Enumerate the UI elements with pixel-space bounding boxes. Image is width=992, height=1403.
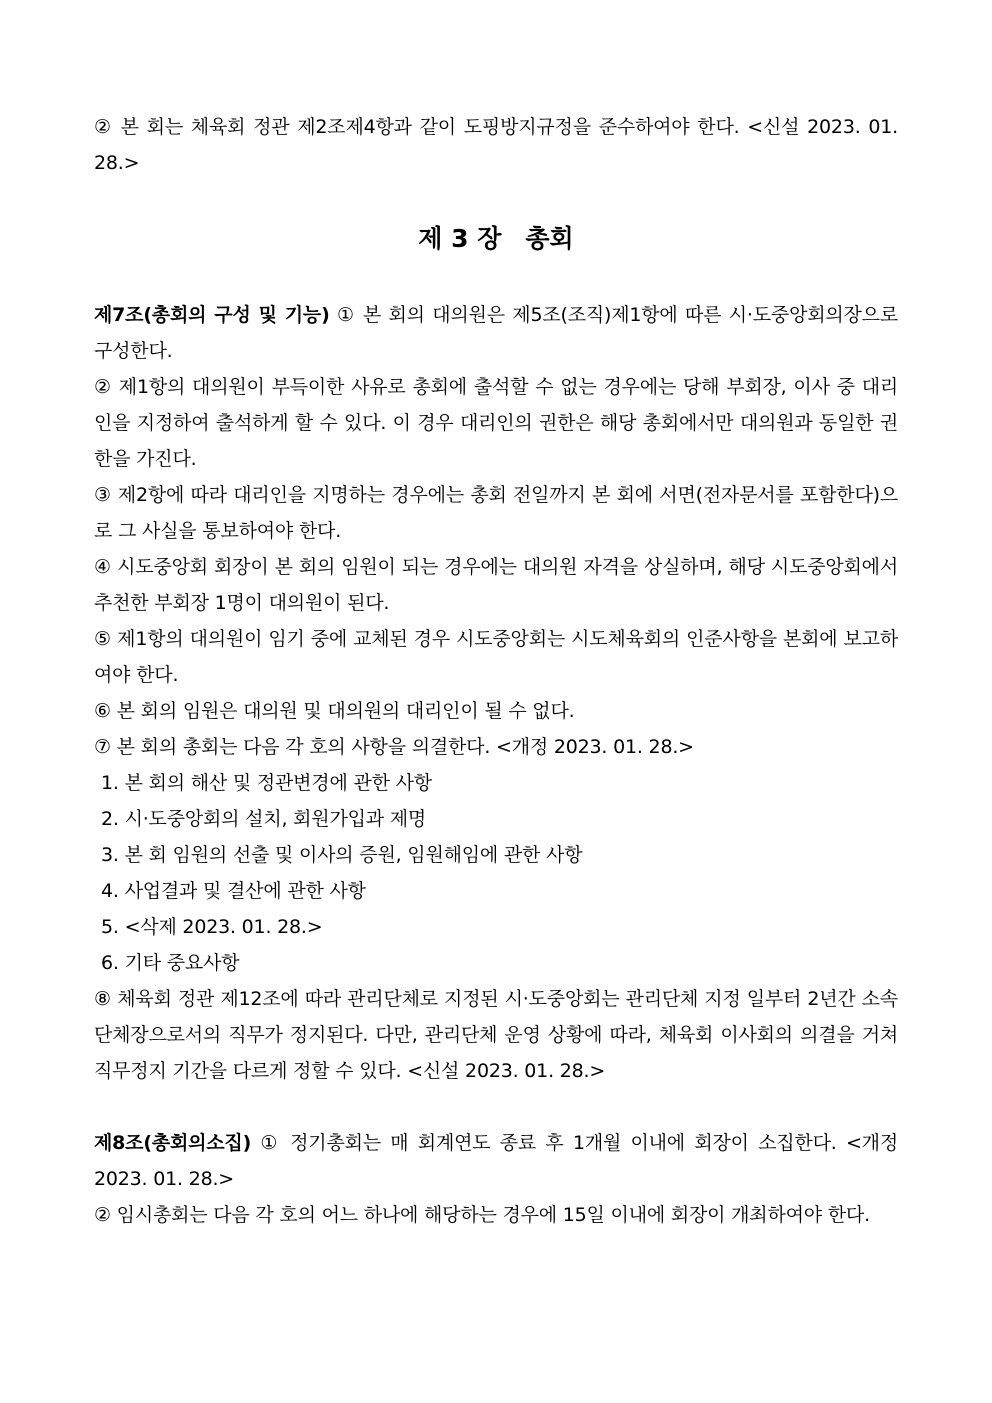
chapter-name: 총회: [525, 224, 574, 253]
list-item: 1. 본 회의 해산 및 정관변경에 관한 사항: [101, 772, 432, 794]
article8-heading: 제8조(총회의소집): [94, 1132, 252, 1154]
article7-paragraph-8: ⑧ 체육회 정관 제12조에 따라 관리단체로 지정된 시·도중앙회는 관리단체 지정 일부터 2년간 소속 단체장으로서의 직무가 정지된다. 다만, 관리단체 운영 상황에 따라, 체육회 이사회의 의결을 거쳐 직무정지 기간을 다르게 정할 수 있다. <신설 2023. 01. 28.>: [94, 988, 898, 1082]
list-item: 3. 본 회 임원의 선출 및 이사의 증원, 임원해임에 관한 사항: [101, 844, 583, 866]
article7-paragraph-7: ⑦ 본 회의 총회는 다음 각 호의 사항을 의결한다. <개정 2023. 01. 28.>: [94, 736, 694, 758]
document-page: [94, 109, 898, 1233]
chapter-title: [94, 219, 898, 259]
article8-clause-1: ① 정기총회는 매 회계연도 종료 후 1개월 이내에 회장이 소집한다. <개정 2023. 01. 28.>: [94, 1132, 898, 1190]
article7-paragraph-5: ⑤ 제1항의 대의원이 임기 중에 교체된 경우 시도중앙회는 시도체육회의 인준사항을 본회에 보고하여야 한다.: [94, 628, 898, 686]
article7-clause-1: ① 본 회의 대의원은 제5조(조직)제1항에 따른 시·도중앙회의장으로 구성한다.: [94, 304, 898, 362]
section-spacer: [94, 1089, 898, 1125]
article8-paragraph-2: ② 임시총회는 다음 각 호의 어느 하나에 해당하는 경우에 15일 이내에 회장이 개최하여야 한다.: [94, 1204, 870, 1226]
intro-paragraph: ② 본 회는 체육회 정관 제2조제4항과 같이 도핑방지규정을 준수하여야 한다. <신설 2023. 01. 28.>: [94, 116, 898, 174]
article7-heading: 제7조(총회의 구성 및 기능): [94, 304, 330, 326]
article7-paragraph-4: ④ 시도중앙회 회장이 본 회의 임원이 되는 경우에는 대의원 자격을 상실하며, 해당 시도중앙회에서 추천한 부회장 1명이 대의원이 된다.: [94, 556, 898, 614]
chapter-number: 제 3 장: [418, 224, 502, 253]
article8-paragraph-1: [94, 1125, 898, 1197]
list-item: 5. <삭제 2023. 01. 28.>: [101, 916, 323, 938]
article7-paragraph-6: ⑥ 본 회의 임원은 대의원 및 대의원의 대리인이 될 수 없다.: [94, 700, 575, 722]
list-item: 2. 시·도중앙회의 설치, 회원가입과 제명: [101, 808, 427, 830]
article7-paragraph-3: ③ 제2항에 따라 대리인을 지명하는 경우에는 총회 전일까지 본 회에 서면(전자문서를 포함한다)으로 그 사실을 통보하여야 한다.: [94, 484, 898, 542]
list-item: 4. 사업결과 및 결산에 관한 사항: [101, 880, 366, 902]
article7-paragraph-2: ② 제1항의 대의원이 부득이한 사유로 총회에 출석할 수 없는 경우에는 당해 부회장, 이사 중 대리인을 지정하여 출석하게 할 수 있다. 이 경우 대리인의 권한은 해당 총회에서만 대의원과 동일한 권한을 가진다.: [94, 376, 898, 470]
list-item: 6. 기타 중요사항: [101, 952, 240, 974]
article7-paragraph-1: [94, 297, 898, 369]
